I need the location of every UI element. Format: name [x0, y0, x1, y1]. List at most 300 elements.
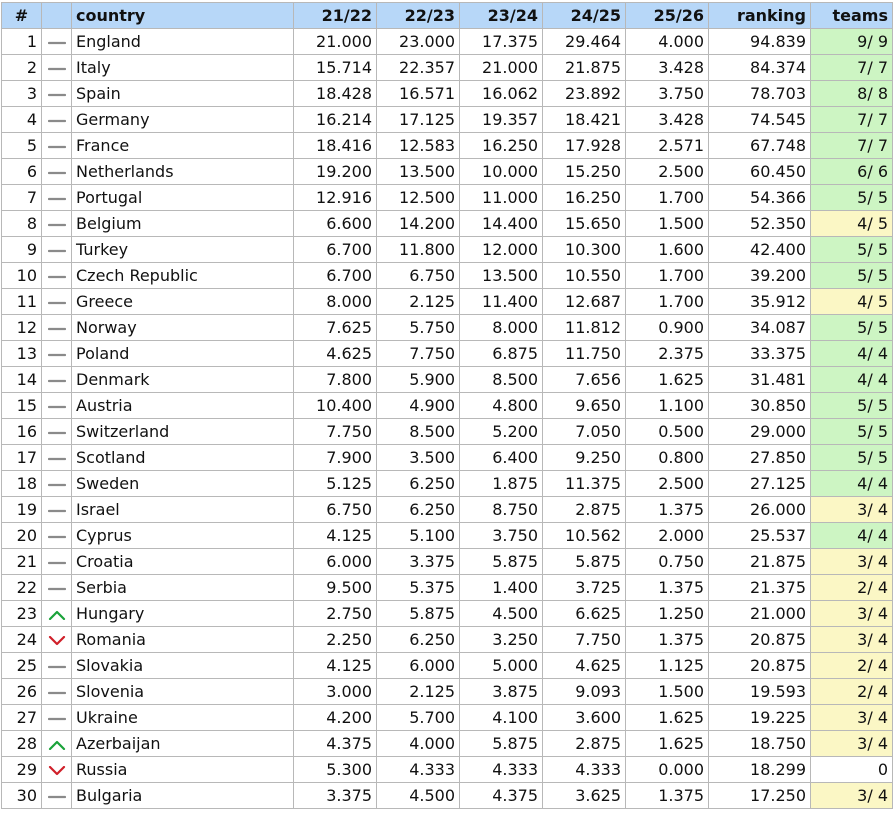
trend-down-icon: [48, 636, 66, 646]
row-number: 10: [2, 263, 42, 289]
trend-down-icon: [48, 766, 66, 776]
country-name[interactable]: Germany: [72, 107, 294, 133]
season-points-4: 4.625: [543, 653, 626, 679]
table-row: [2, 81, 893, 107]
header-ranking[interactable]: ranking: [709, 3, 811, 29]
trend-same-icon: [48, 90, 66, 100]
header-season-3[interactable]: 23/24: [460, 3, 543, 29]
row-number: 15: [2, 393, 42, 419]
trend-cell: [42, 601, 72, 627]
trend-cell: [42, 367, 72, 393]
trend-cell: [42, 263, 72, 289]
season-points-5: 1.500: [626, 679, 709, 705]
season-points-5: 0.000: [626, 757, 709, 783]
season-points-5: 2.500: [626, 159, 709, 185]
season-points-2: 6.250: [377, 471, 460, 497]
table-row: [2, 29, 893, 55]
ranking-points: 21.875: [709, 549, 811, 575]
season-points-2: 16.571: [377, 81, 460, 107]
ranking-points: 21.000: [709, 601, 811, 627]
season-points-1: 16.214: [294, 107, 377, 133]
season-points-5: 1.700: [626, 289, 709, 315]
season-points-3: 13.500: [460, 263, 543, 289]
teams-remaining: 3/ 4: [811, 705, 893, 731]
trend-same-icon: [48, 168, 66, 178]
trend-same-icon: [48, 350, 66, 360]
table-row: [2, 393, 893, 419]
ranking-points: 60.450: [709, 159, 811, 185]
country-name[interactable]: Cyprus: [72, 523, 294, 549]
season-points-5: 2.500: [626, 471, 709, 497]
season-points-4: 10.562: [543, 523, 626, 549]
teams-remaining: 5/ 5: [811, 445, 893, 471]
season-points-4: 11.375: [543, 471, 626, 497]
row-number: 14: [2, 367, 42, 393]
trend-cell: [42, 315, 72, 341]
table-row: [2, 159, 893, 185]
row-number: 29: [2, 757, 42, 783]
trend-cell: [42, 653, 72, 679]
trend-same-icon: [48, 584, 66, 594]
country-name[interactable]: Romania: [72, 627, 294, 653]
header-season-2[interactable]: 22/23: [377, 3, 460, 29]
country-name[interactable]: Greece: [72, 289, 294, 315]
season-points-4: 9.250: [543, 445, 626, 471]
country-name[interactable]: England: [72, 29, 294, 55]
trend-cell: [42, 341, 72, 367]
season-points-1: 2.250: [294, 627, 377, 653]
trend-same-icon: [48, 298, 66, 308]
season-points-5: 2.571: [626, 133, 709, 159]
season-points-2: 6.250: [377, 497, 460, 523]
country-name[interactable]: Scotland: [72, 445, 294, 471]
table-row: [2, 653, 893, 679]
season-points-1: 19.200: [294, 159, 377, 185]
season-points-4: 16.250: [543, 185, 626, 211]
teams-remaining: 6/ 6: [811, 159, 893, 185]
trend-cell: [42, 731, 72, 757]
trend-cell: [42, 757, 72, 783]
table-row: [2, 627, 893, 653]
season-points-5: 3.428: [626, 107, 709, 133]
country-name[interactable]: Czech Republic: [72, 263, 294, 289]
ranking-points: 54.366: [709, 185, 811, 211]
season-points-1: 18.428: [294, 81, 377, 107]
season-points-3: 6.400: [460, 445, 543, 471]
row-number: 2: [2, 55, 42, 81]
teams-remaining: 3/ 4: [811, 497, 893, 523]
row-number: 22: [2, 575, 42, 601]
table-row: [2, 367, 893, 393]
country-name[interactable]: France: [72, 133, 294, 159]
season-points-3: 4.375: [460, 783, 543, 809]
season-points-5: 4.000: [626, 29, 709, 55]
teams-remaining: 7/ 7: [811, 55, 893, 81]
teams-remaining: 3/ 4: [811, 549, 893, 575]
season-points-5: 1.625: [626, 705, 709, 731]
season-points-2: 2.125: [377, 289, 460, 315]
trend-same-icon: [48, 116, 66, 126]
season-points-2: 5.700: [377, 705, 460, 731]
row-number: 12: [2, 315, 42, 341]
table-row: [2, 783, 893, 809]
trend-same-icon: [48, 376, 66, 386]
country-name[interactable]: Sweden: [72, 471, 294, 497]
trend-same-icon: [48, 38, 66, 48]
season-points-2: 12.583: [377, 133, 460, 159]
trend-cell: [42, 289, 72, 315]
season-points-5: 3.428: [626, 55, 709, 81]
header-teams[interactable]: teams: [811, 3, 893, 29]
header-season-4[interactable]: 24/25: [543, 3, 626, 29]
trend-same-icon: [48, 506, 66, 516]
season-points-1: 6.600: [294, 211, 377, 237]
row-number: 11: [2, 289, 42, 315]
trend-cell: [42, 497, 72, 523]
season-points-4: 10.300: [543, 237, 626, 263]
trend-cell: [42, 679, 72, 705]
season-points-1: 3.000: [294, 679, 377, 705]
season-points-2: 6.000: [377, 653, 460, 679]
teams-remaining: 9/ 9: [811, 29, 893, 55]
season-points-3: 16.062: [460, 81, 543, 107]
trend-same-icon: [48, 558, 66, 568]
season-points-2: 7.750: [377, 341, 460, 367]
country-name[interactable]: Switzerland: [72, 419, 294, 445]
trend-cell: [42, 705, 72, 731]
teams-remaining: 5/ 5: [811, 419, 893, 445]
trend-same-icon: [48, 714, 66, 724]
season-points-3: 5.200: [460, 419, 543, 445]
season-points-4: 15.250: [543, 159, 626, 185]
season-points-5: 3.750: [626, 81, 709, 107]
trend-cell: [42, 445, 72, 471]
ranking-points: 18.750: [709, 731, 811, 757]
teams-remaining: 3/ 4: [811, 783, 893, 809]
ranking-points: 19.593: [709, 679, 811, 705]
trend-up-icon: [48, 740, 66, 750]
trend-same-icon: [48, 142, 66, 152]
season-points-2: 13.500: [377, 159, 460, 185]
row-number: 1: [2, 29, 42, 55]
trend-cell: [42, 159, 72, 185]
season-points-5: 1.375: [626, 783, 709, 809]
country-name[interactable]: Croatia: [72, 549, 294, 575]
season-points-1: 9.500: [294, 575, 377, 601]
season-points-1: 8.000: [294, 289, 377, 315]
country-name[interactable]: Slovakia: [72, 653, 294, 679]
row-number: 5: [2, 133, 42, 159]
season-points-3: 8.500: [460, 367, 543, 393]
row-number: 6: [2, 159, 42, 185]
season-points-4: 7.750: [543, 627, 626, 653]
season-points-1: 7.625: [294, 315, 377, 341]
row-number: 4: [2, 107, 42, 133]
season-points-1: 21.000: [294, 29, 377, 55]
season-points-5: 1.375: [626, 497, 709, 523]
season-points-3: 17.375: [460, 29, 543, 55]
row-number: 25: [2, 653, 42, 679]
trend-cell: [42, 81, 72, 107]
table-row: [2, 523, 893, 549]
season-points-3: 16.250: [460, 133, 543, 159]
country-name[interactable]: Netherlands: [72, 159, 294, 185]
season-points-2: 8.500: [377, 419, 460, 445]
season-points-3: 11.000: [460, 185, 543, 211]
trend-same-icon: [48, 246, 66, 256]
ranking-points: 27.125: [709, 471, 811, 497]
season-points-3: 14.400: [460, 211, 543, 237]
season-points-4: 4.333: [543, 757, 626, 783]
ranking-points: 26.000: [709, 497, 811, 523]
season-points-3: 5.875: [460, 731, 543, 757]
season-points-2: 4.500: [377, 783, 460, 809]
season-points-2: 6.250: [377, 627, 460, 653]
season-points-4: 17.928: [543, 133, 626, 159]
season-points-1: 4.125: [294, 523, 377, 549]
ranking-points: 20.875: [709, 653, 811, 679]
season-points-2: 5.875: [377, 601, 460, 627]
season-points-4: 18.421: [543, 107, 626, 133]
teams-remaining: 7/ 7: [811, 133, 893, 159]
season-points-2: 4.000: [377, 731, 460, 757]
season-points-2: 6.750: [377, 263, 460, 289]
header-num[interactable]: #: [2, 3, 42, 29]
trend-cell: [42, 133, 72, 159]
trend-cell: [42, 29, 72, 55]
row-number: 3: [2, 81, 42, 107]
season-points-3: 11.400: [460, 289, 543, 315]
trend-same-icon: [48, 402, 66, 412]
season-points-5: 1.125: [626, 653, 709, 679]
country-name[interactable]: Bulgaria: [72, 783, 294, 809]
country-name[interactable]: Poland: [72, 341, 294, 367]
trend-cell: [42, 393, 72, 419]
row-number: 7: [2, 185, 42, 211]
season-points-1: 6.000: [294, 549, 377, 575]
country-name[interactable]: Italy: [72, 55, 294, 81]
table-row: [2, 289, 893, 315]
teams-remaining: 4/ 4: [811, 471, 893, 497]
country-name[interactable]: Serbia: [72, 575, 294, 601]
season-points-1: 4.125: [294, 653, 377, 679]
season-points-4: 21.875: [543, 55, 626, 81]
season-points-4: 3.725: [543, 575, 626, 601]
season-points-2: 5.100: [377, 523, 460, 549]
ranking-points: 34.087: [709, 315, 811, 341]
table-row: [2, 55, 893, 81]
row-number: 28: [2, 731, 42, 757]
row-number: 20: [2, 523, 42, 549]
trend-cell: [42, 471, 72, 497]
season-points-4: 3.600: [543, 705, 626, 731]
trend-cell: [42, 55, 72, 81]
header-season-1[interactable]: 21/22: [294, 3, 377, 29]
teams-remaining: 7/ 7: [811, 107, 893, 133]
row-number: 16: [2, 419, 42, 445]
season-points-4: 5.875: [543, 549, 626, 575]
row-number: 24: [2, 627, 42, 653]
season-points-5: 1.700: [626, 185, 709, 211]
table-row: [2, 471, 893, 497]
trend-same-icon: [48, 324, 66, 334]
ranking-points: 20.875: [709, 627, 811, 653]
row-number: 19: [2, 497, 42, 523]
season-points-3: 4.100: [460, 705, 543, 731]
trend-cell: [42, 549, 72, 575]
season-points-3: 1.400: [460, 575, 543, 601]
table-row: [2, 133, 893, 159]
country-name[interactable]: Portugal: [72, 185, 294, 211]
ranking-points: 18.299: [709, 757, 811, 783]
ranking-points: 29.000: [709, 419, 811, 445]
ranking-points: 52.350: [709, 211, 811, 237]
teams-remaining: 5/ 5: [811, 263, 893, 289]
teams-remaining: 8/ 8: [811, 81, 893, 107]
season-points-2: 17.125: [377, 107, 460, 133]
country-name[interactable]: Austria: [72, 393, 294, 419]
ranking-points: 78.703: [709, 81, 811, 107]
trend-up-icon: [48, 610, 66, 620]
season-points-5: 2.000: [626, 523, 709, 549]
season-points-1: 5.300: [294, 757, 377, 783]
season-points-3: 10.000: [460, 159, 543, 185]
trend-same-icon: [48, 792, 66, 802]
table-row: [2, 211, 893, 237]
season-points-1: 4.375: [294, 731, 377, 757]
teams-remaining: 5/ 5: [811, 393, 893, 419]
trend-same-icon: [48, 428, 66, 438]
season-points-1: 18.416: [294, 133, 377, 159]
season-points-4: 15.650: [543, 211, 626, 237]
table-row: [2, 757, 893, 783]
season-points-4: 11.750: [543, 341, 626, 367]
season-points-1: 6.700: [294, 263, 377, 289]
season-points-3: 4.333: [460, 757, 543, 783]
country-name[interactable]: Azerbaijan: [72, 731, 294, 757]
teams-remaining: 2/ 4: [811, 575, 893, 601]
header-row: [2, 3, 893, 29]
teams-remaining: 3/ 4: [811, 731, 893, 757]
season-points-3: 5.000: [460, 653, 543, 679]
season-points-1: 6.700: [294, 237, 377, 263]
country-name[interactable]: Ukraine: [72, 705, 294, 731]
ranking-table: [1, 2, 893, 809]
country-name[interactable]: Spain: [72, 81, 294, 107]
country-name[interactable]: Norway: [72, 315, 294, 341]
season-points-4: 23.892: [543, 81, 626, 107]
season-points-1: 2.750: [294, 601, 377, 627]
season-points-2: 5.375: [377, 575, 460, 601]
trend-same-icon: [48, 220, 66, 230]
table-row: [2, 731, 893, 757]
teams-remaining: 4/ 4: [811, 523, 893, 549]
season-points-3: 6.875: [460, 341, 543, 367]
table-row: [2, 185, 893, 211]
country-name[interactable]: Turkey: [72, 237, 294, 263]
header-country[interactable]: country: [72, 3, 294, 29]
table-row: [2, 263, 893, 289]
table-body: [2, 29, 893, 809]
season-points-4: 9.093: [543, 679, 626, 705]
season-points-5: 1.625: [626, 731, 709, 757]
season-points-5: 1.375: [626, 575, 709, 601]
season-points-5: 1.625: [626, 367, 709, 393]
ranking-points: 35.912: [709, 289, 811, 315]
header-trend: [42, 3, 72, 29]
trend-cell: [42, 575, 72, 601]
table-row: [2, 549, 893, 575]
trend-same-icon: [48, 480, 66, 490]
trend-cell: [42, 237, 72, 263]
season-points-5: 0.750: [626, 549, 709, 575]
table-row: [2, 419, 893, 445]
country-name[interactable]: Israel: [72, 497, 294, 523]
season-points-1: 10.400: [294, 393, 377, 419]
trend-same-icon: [48, 454, 66, 464]
header-season-5[interactable]: 25/26: [626, 3, 709, 29]
teams-remaining: 4/ 4: [811, 341, 893, 367]
season-points-3: 8.000: [460, 315, 543, 341]
row-number: 13: [2, 341, 42, 367]
season-points-5: 1.600: [626, 237, 709, 263]
trend-cell: [42, 211, 72, 237]
trend-same-icon: [48, 688, 66, 698]
season-points-4: 12.687: [543, 289, 626, 315]
season-points-1: 3.375: [294, 783, 377, 809]
season-points-1: 4.625: [294, 341, 377, 367]
country-name[interactable]: Hungary: [72, 601, 294, 627]
season-points-2: 12.500: [377, 185, 460, 211]
country-name[interactable]: Slovenia: [72, 679, 294, 705]
table-row: [2, 601, 893, 627]
ranking-points: 27.850: [709, 445, 811, 471]
ranking-points: 31.481: [709, 367, 811, 393]
season-points-1: 6.750: [294, 497, 377, 523]
country-name[interactable]: Denmark: [72, 367, 294, 393]
season-points-3: 4.500: [460, 601, 543, 627]
season-points-3: 8.750: [460, 497, 543, 523]
season-points-4: 9.650: [543, 393, 626, 419]
season-points-3: 3.250: [460, 627, 543, 653]
teams-remaining: 2/ 4: [811, 679, 893, 705]
ranking-points: 17.250: [709, 783, 811, 809]
country-name[interactable]: Russia: [72, 757, 294, 783]
table-row: [2, 679, 893, 705]
ranking-points: 42.400: [709, 237, 811, 263]
ranking-points: 25.537: [709, 523, 811, 549]
teams-remaining: 0: [811, 757, 893, 783]
teams-remaining: 4/ 5: [811, 289, 893, 315]
season-points-4: 2.875: [543, 731, 626, 757]
trend-cell: [42, 627, 72, 653]
country-name[interactable]: Belgium: [72, 211, 294, 237]
trend-same-icon: [48, 532, 66, 542]
season-points-3: 12.000: [460, 237, 543, 263]
season-points-2: 23.000: [377, 29, 460, 55]
season-points-1: 12.916: [294, 185, 377, 211]
season-points-3: 19.357: [460, 107, 543, 133]
teams-remaining: 3/ 4: [811, 627, 893, 653]
ranking-points: 84.374: [709, 55, 811, 81]
teams-remaining: 5/ 5: [811, 185, 893, 211]
trend-cell: [42, 419, 72, 445]
row-number: 30: [2, 783, 42, 809]
season-points-4: 7.656: [543, 367, 626, 393]
season-points-3: 21.000: [460, 55, 543, 81]
season-points-1: 15.714: [294, 55, 377, 81]
season-points-2: 2.125: [377, 679, 460, 705]
